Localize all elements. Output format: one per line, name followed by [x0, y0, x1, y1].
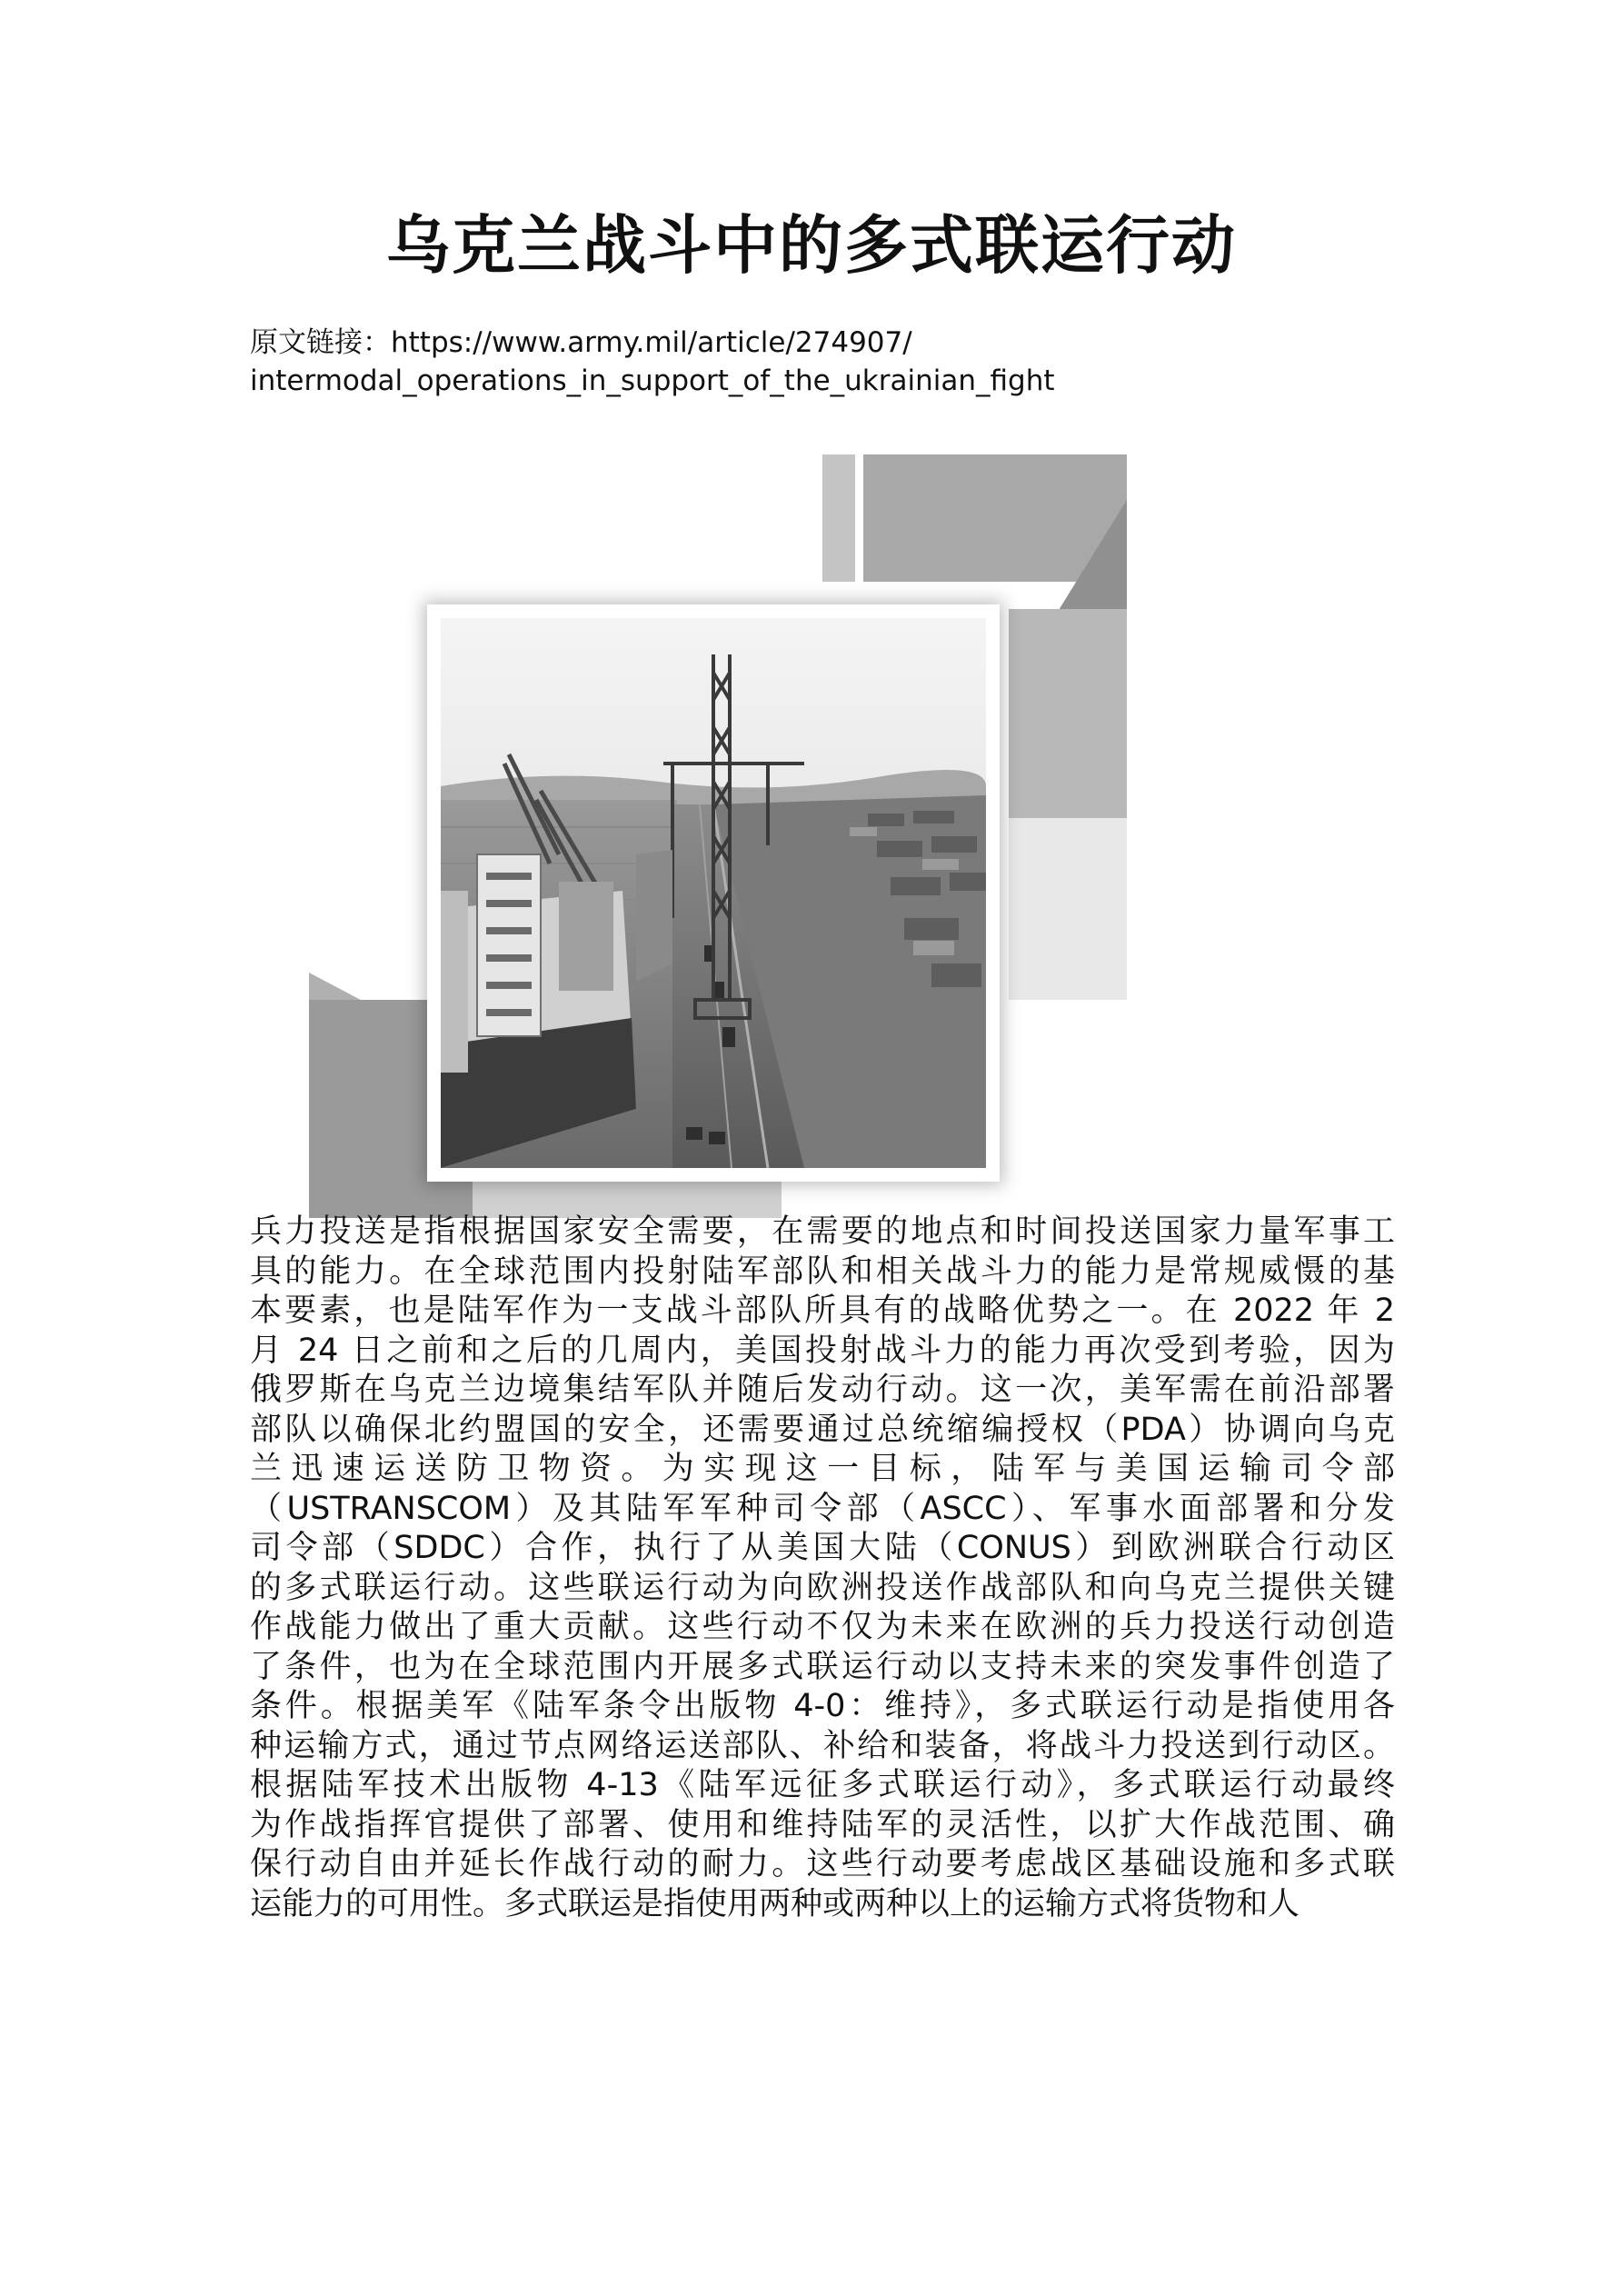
- text-line: 月 24 日之前和之后的几周内，美国投射战斗力的能力再次受到考验，因为: [250, 1332, 1395, 1369]
- text-line: 本要素，也是陆军作为一支战斗部队所具有的战略优势之一。在 2022 年 2: [250, 1293, 1395, 1329]
- port-photo-drawing: [441, 618, 986, 1168]
- decor-block: [863, 454, 1127, 582]
- text-line: 为作战指挥官提供了部署、使用和维持陆军的灵活性，以扩大作战范围、确: [250, 1806, 1395, 1843]
- text-line: 运能力的可用性。多式联运是指使用两种或两种以上的运输方式将货物和人: [250, 1885, 1300, 1922]
- text-line: 作战能力做出了重大贡献。这些行动不仅为未来在欧洲的兵力投送行动创造: [250, 1609, 1395, 1645]
- source-link-line-1[interactable]: 原文链接：https://www.army.mil/article/274907/: [250, 326, 912, 359]
- text-line: 的多式联运行动。这些联运行动为向欧洲投送作战部队和向乌克兰提供关键: [250, 1569, 1395, 1606]
- photo-frame: [427, 604, 1000, 1182]
- text-line: 条件。根据美军《陆军条令出版物 4-0：维持》，多式联运行动是指使用各: [250, 1688, 1395, 1724]
- document-title: 乌克兰战斗中的多式联运行动: [386, 208, 1237, 283]
- decor-block: [1009, 609, 1127, 818]
- text-line: 兰迅速运送防卫物资。为实现这一目标，陆军与美国运输司令部: [250, 1451, 1395, 1487]
- text-line: 部队以确保北约盟国的安全，还需要通过总统缩编授权（PDA）协调向乌克: [250, 1411, 1395, 1448]
- text-line: 种运输方式，通过节点网络运送部队、补给和装备，将战斗力投送到行动区。: [250, 1727, 1395, 1764]
- text-line: 俄罗斯在乌克兰边境集结军队并随后发动行动。这一次，美军需在前沿部署: [250, 1372, 1395, 1408]
- text-line: 具的能力。在全球范围内投射陆军部队和相关战斗力的能力是常规威慑的基: [250, 1253, 1395, 1290]
- text-line: 了条件，也为在全球范围内开展多式联运行动以支持未来的突发事件创造了: [250, 1648, 1395, 1685]
- text-line: 兵力投送是指根据国家安全需要，在需要的地点和时间投送国家力量军事工: [250, 1213, 1395, 1250]
- body-paragraph: [250, 1213, 1395, 1924]
- text-line: 司令部（SDDC）合作，执行了从美国大陆（CONUS）到欧洲联合行动区: [250, 1530, 1395, 1566]
- source-link-line-2[interactable]: intermodal_operations_in_support_of_the_ukrainian_fight: [250, 364, 1055, 397]
- text-line: 保行动自由并延长作战行动的耐力。这些行动要考虑战区基础设施和多式联: [250, 1846, 1395, 1882]
- text-line: （USTRANSCOM）及其陆军军种司令部（ASCC）、军事水面部署和分发: [250, 1490, 1395, 1527]
- port-illustration: [309, 454, 1127, 1218]
- decor-bar: [822, 454, 855, 582]
- decor-block: [1009, 818, 1127, 1000]
- text-line: 根据陆军技术出版物 4-13《陆军远征多式联运行动》，多式联运行动最终: [250, 1767, 1395, 1803]
- source-link[interactable]: [250, 324, 1431, 400]
- port-photo: [441, 618, 986, 1168]
